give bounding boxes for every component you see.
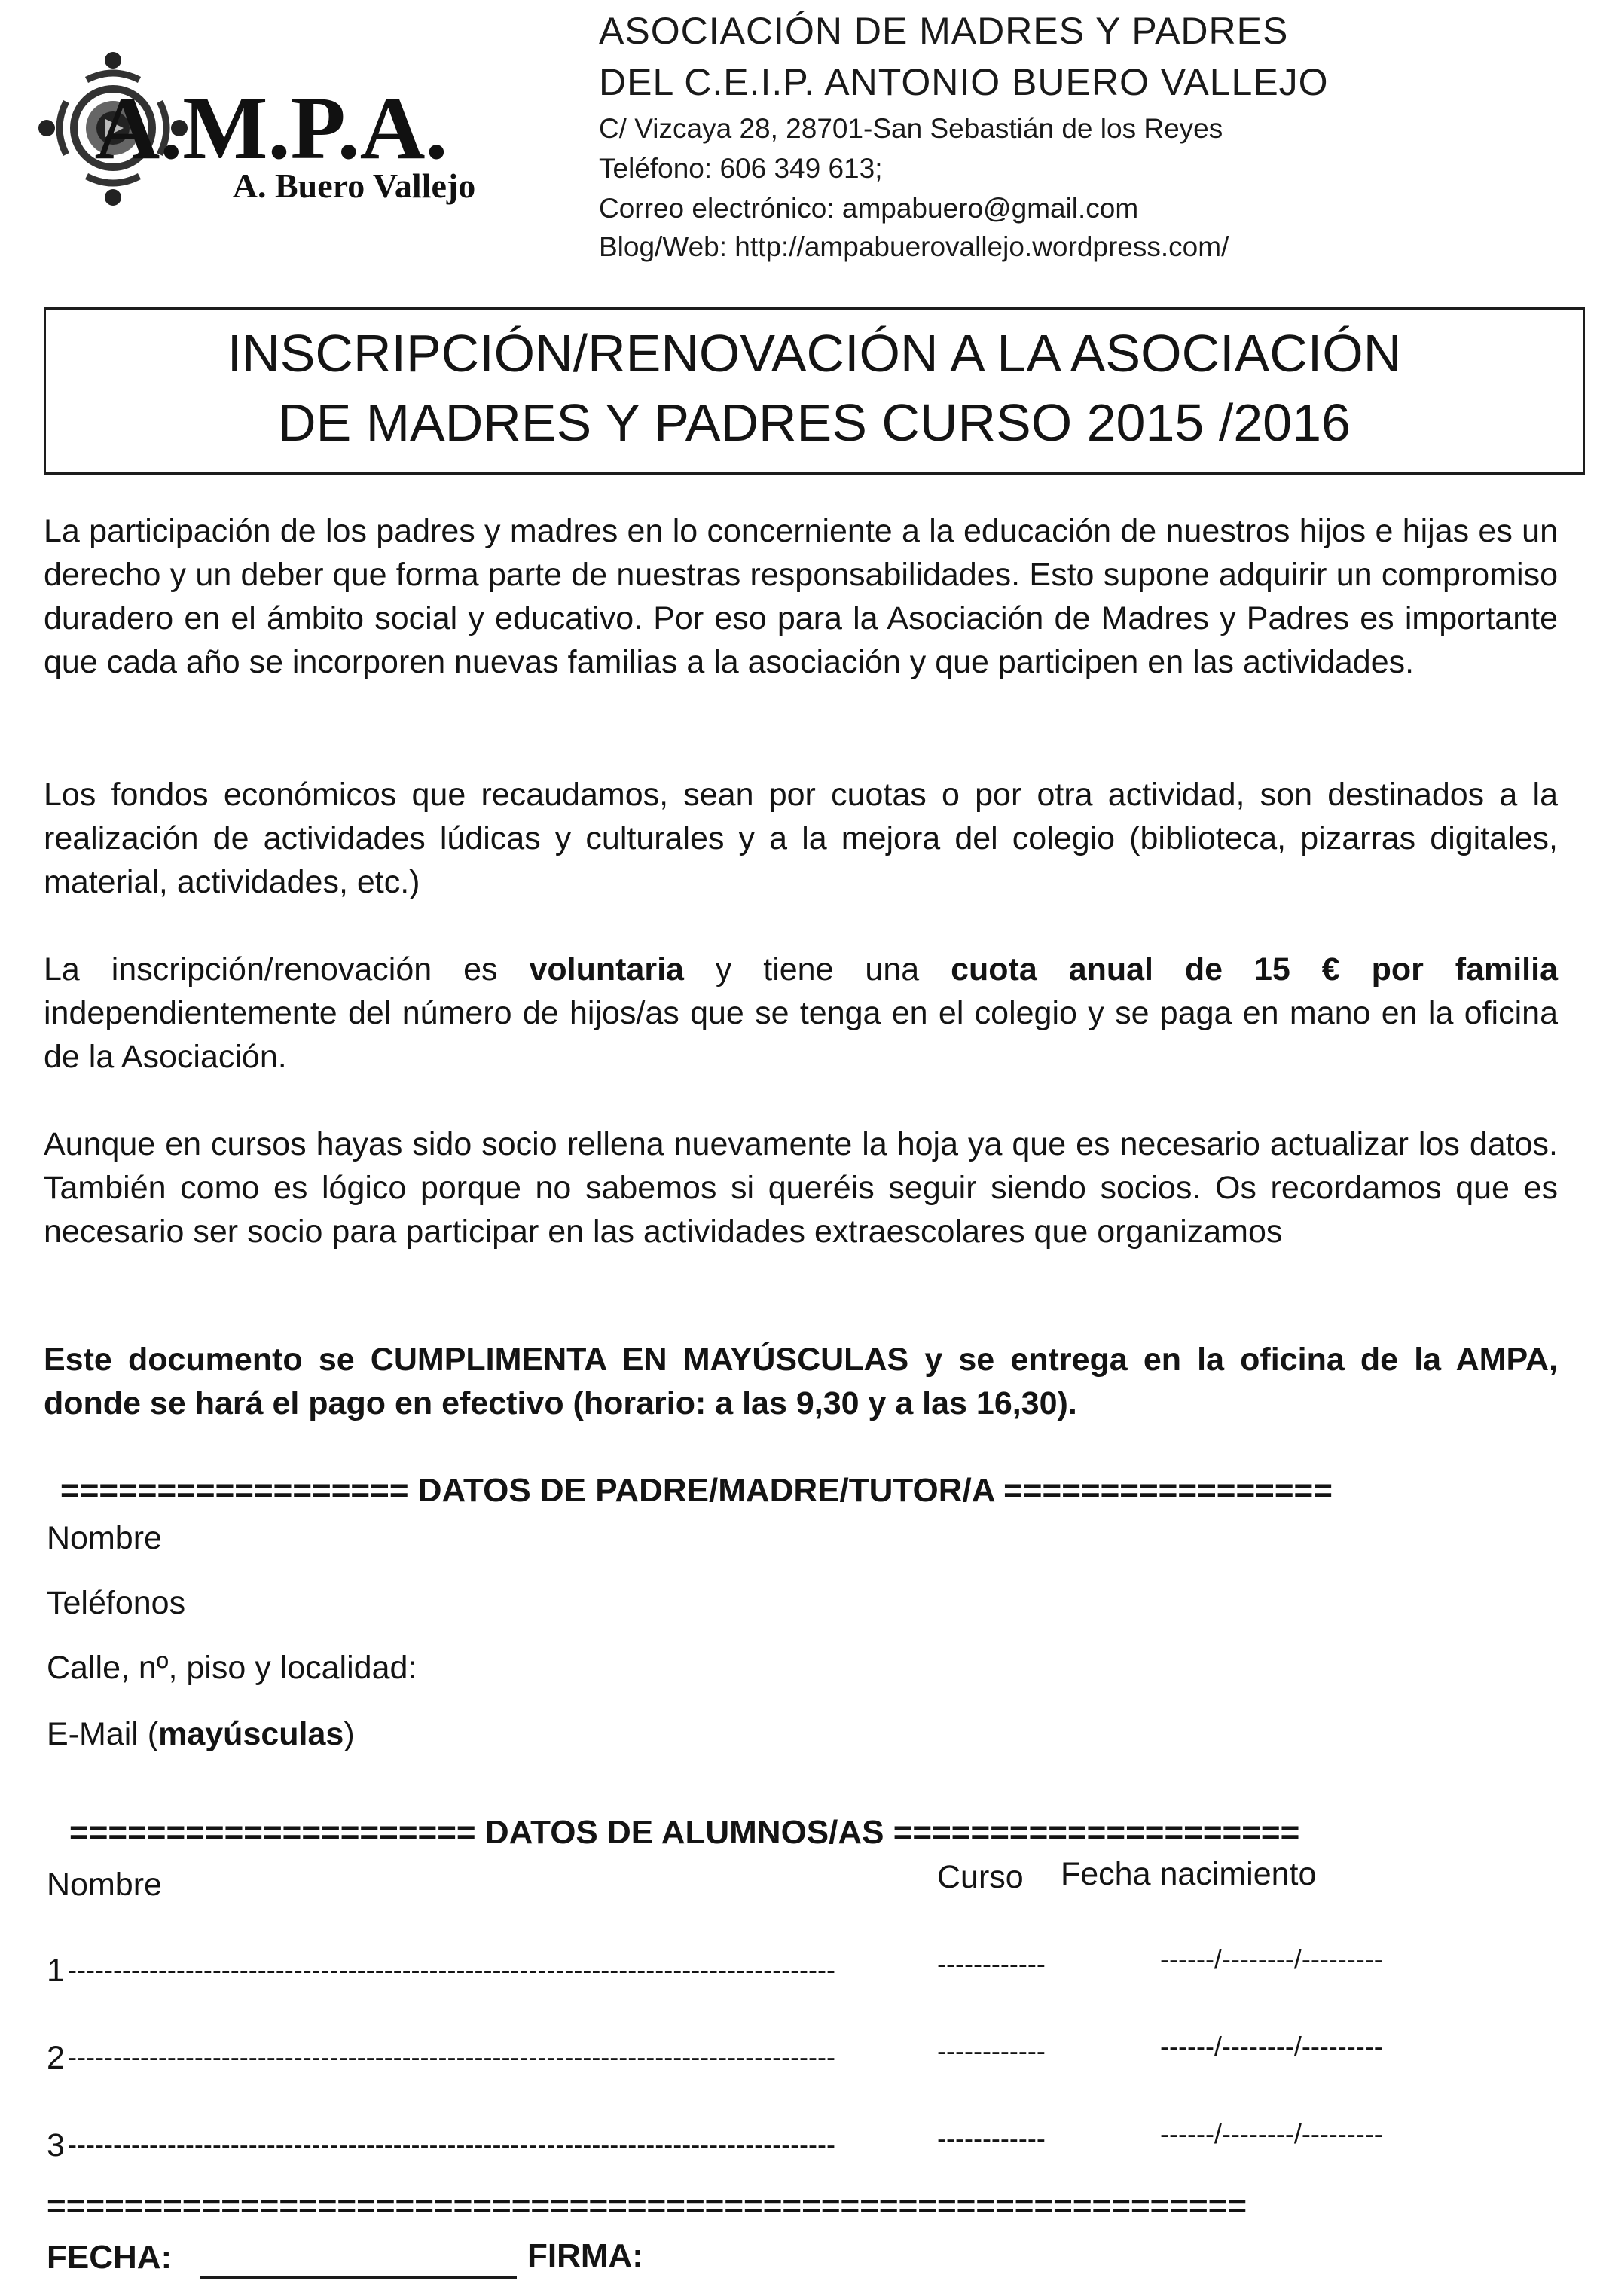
paragraph-fee [44,948,1558,1079]
email-label-bold: mayúsculas [158,1716,344,1752]
parent-email-label [47,1716,355,1753]
fee-voluntary: voluntaria [529,951,684,988]
paragraph-participation: La participación de los padres y madres en lo concerniente a la educación de nuestros hijos e hijas es un derecho y un deber que forma parte de nuestras responsabilidades. Esto supone adquirir un compromiso duradero en el ámbito social y educativo. Por eso para la Asociación de Madres y Padres es importante que cada año se incorporen nuevas familias a la asociación y que participen en las actividades. [44,513,1558,680]
students-col-course: Curso [937,1859,1024,1895]
fee-text-c: y tiene una [683,951,951,988]
fee-amount: cuota anual de 15 € por familia [951,951,1558,988]
org-name-line2: DEL C.E.I.P. ANTONIO BUERO VALLEJO [599,61,1329,103]
students-section-title: DATOS DE ALUMNOS/AS [475,1814,893,1851]
signature-label: FIRMA: [527,2237,643,2274]
footer-separator: ============================================================== [47,2188,1247,2224]
title-box [44,307,1585,475]
title-line1: INSCRIPCIÓN/RENOVACIÓN A LA ASOCIACIÓN [227,324,1402,383]
parent-name-label: Nombre [47,1520,162,1556]
org-address: C/ Vizcaya 28, 28701-San Sebastián de los Reyes [599,113,1223,144]
org-name-line1: ASOCIACIÓN DE MADRES Y PADRES [599,10,1289,52]
student-row-1-name-line: ------------------------------------------------------------------------------------- [68,1954,836,1985]
student-row-3-course-line: ------------ [937,2123,1046,2154]
logo-text: A.M.P.A. [94,78,448,178]
email-label-start: E-Mail ( [47,1716,159,1752]
separator-left: ================== [60,1472,409,1509]
student-row-3-number: 3 [47,2127,65,2163]
ampa-logo [23,30,512,226]
student-row-2-date-line: ------/--------/--------- [1160,2031,1383,2062]
student-row-2-number: 2 [47,2040,65,2076]
students-col-birth: Fecha nacimiento [1061,1856,1317,1892]
ampa-logo-graphic [23,30,512,226]
fee-text-e: independientemente del número de hijos/as que se tenga en el colegio y se paga en mano en la oficina de la Asociación. [44,995,1558,1075]
parent-address-label: Calle, nº, piso y localidad: [47,1650,417,1686]
student-row-3-date-line: ------/--------/--------- [1160,2118,1383,2149]
student-row-1-course-line: ------------ [937,1948,1046,1979]
parent-phones-label: Teléfonos [47,1585,186,1621]
parent-section-title: DATOS DE PADRE/MADRE/TUTOR/A [408,1472,1004,1509]
date-input-line[interactable] [200,2276,517,2279]
fee-text-a: La inscripción/renovación es [44,951,530,988]
student-row-2-name-line: ------------------------------------------------------------------------------------- [68,2041,836,2072]
student-row-3-name-line: ------------------------------------------------------------------------------------- [68,2129,836,2160]
paragraph-funds: Los fondos económicos que recaudamos, sean por cuotas o por otra actividad, son destinados a la realización de actividades lúdicas y culturales y a la mejora del colegio (biblioteca, pizarras digitales, material, actividades, etc.) [44,777,1558,900]
student-row-1-number: 1 [47,1953,65,1989]
parent-section-header [60,1472,1544,1510]
student-row-2-course-line: ------------ [937,2035,1046,2066]
org-phone: Teléfono: 606 349 613; [599,153,883,184]
students-col-name: Nombre [47,1867,162,1903]
separator-right: ================= [1003,1472,1333,1509]
title-line2: DE MADRES Y PADRES CURSO 2015 /2016 [278,393,1351,452]
paragraph-instructions: Este documento se CUMPLIMENTA EN MAYÚSCULAS y se entrega en la oficina de la AMPA, donde se hará el pago en efectivo (horario: a las 9,30 y a las 16,30). [44,1342,1558,1421]
logo-subtext: A. Buero Vallejo [232,166,476,205]
org-email: Correo electrónico: ampabuero@gmail.com [599,193,1139,224]
separator-right: ===================== [893,1814,1300,1851]
date-label: FECHA: [47,2239,173,2276]
email-label-end: ) [344,1716,355,1752]
students-section-header [69,1814,1546,1852]
student-row-1-date-line: ------/--------/--------- [1160,1943,1383,1974]
paragraph-renewal: Aunque en cursos hayas sido socio rellena nuevamente la hoja ya que es necesario actualizar los datos. También como es lógico porque no sabemos si queréis seguir siendo socios. Os recordamos que es necesario ser socio para participar en las actividades extraescolares que organizamos [44,1126,1558,1250]
separator-left: ===================== [69,1814,476,1851]
org-web: Blog/Web: http://ampabuerovallejo.wordpress.com/ [599,231,1229,262]
